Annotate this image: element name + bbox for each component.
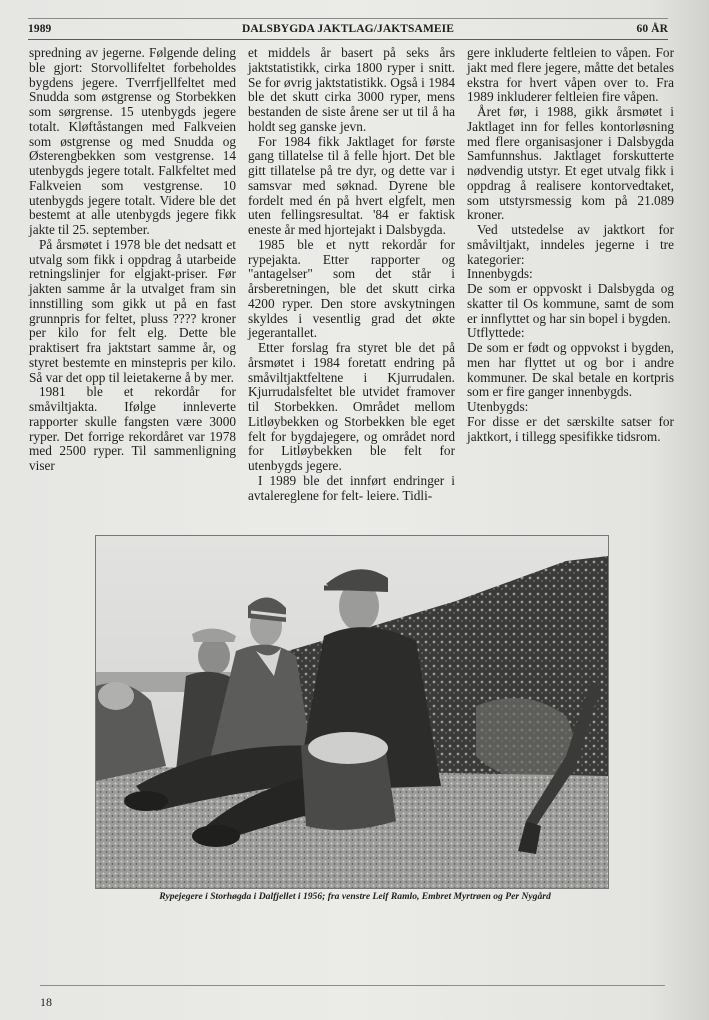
paragraph: Etter forslag fra styret ble det på årsmøtet i 1984 foretatt endring på småviltjaktfeltene i Kjurrudalen. Kjurrudalsfeltet ble utvidet framover til Storbekken. Området mellom Litløybekken og Storbekken ble eget felt for bygdajegere, og området nord for Litløybekken ble felt for utenbygds jegere. — [248, 340, 455, 473]
paragraph: Året før, i 1988, gikk årsmøtet i Jaktlaget inn for felles kontorløsning med flere organisasjoner i Dalsbygda Samfunnshus. Jaktlaget forskutterte nødvendig utstyr. Et eget utvalg fikk i oppdrag å realisere kontorvedtaket, som utstyrsmessig kom på 21.089 kroner. — [467, 104, 674, 223]
photo-caption: Rypejegere i Storhøgda i Dalfjellet i 1956; fra venstre Leif Ramlo, Embret Myrtrøen og Per Nygård — [159, 891, 551, 902]
article-body — [29, 46, 674, 503]
paragraph: gere inkluderte feltleien to våpen. For jakt med flere jegere, måtte det betales ekstra for hvert våpen over to. Fra 1989 inkluderer feltleien fire våpen. — [467, 45, 674, 105]
header-year: 1989 — [28, 23, 52, 35]
paragraph: Ved utstedelse av jaktkort for småviltjakt, inndeles jegerne i tre kategorier: — [467, 222, 674, 267]
running-header — [28, 18, 668, 40]
column-2 — [248, 46, 455, 503]
category-heading-utenbygds: Utenbygds: — [467, 399, 529, 414]
footer-divider — [40, 985, 665, 986]
paragraph: 1981 ble et rekordår for småviltjakta. Ifølge innleverte rapporter skulle fangsten være 3000 ryper. Det forrige rekordåret var 1978 med 2500 ryper. Til sammenligning viser — [29, 384, 236, 473]
page-number: 18 — [40, 995, 52, 1009]
header-anniversary: 60 ÅR — [636, 23, 668, 35]
paragraph: et middels år basert på seks års jaktstatistikk, cirka 1800 ryper i snitt. Se for øvrig jaktstatistikk. Også i 1984 ble det skutt cirka 3000 ryper, mens bestanden de siste årene ser ut til å ha holdt seg ganske jevn. — [248, 45, 455, 134]
paragraph: På årsmøtet i 1978 ble det nedsatt et utvalg som fikk i oppdrag å utarbeide retningslinjer for elgjakt-priser. Før jakten samme år la utvalget fram sin innstilling som gikk ut på en fast grunnpris for feltet, pluss ???? kroner per kilo for felt elg. Dette ble praktisert fra jaktstart samme år, og styret bestemte en minstepris per kilo. Så var det opp til leietakerne å by mer. — [29, 236, 236, 385]
paragraph: De som er oppvoskt i Dalsbygda og skatter til Os kommune, samt de som er innflyttet og har sin bopel i bygden. — [467, 281, 674, 326]
hunters-photograph — [95, 535, 609, 889]
paragraph: For disse er det særskilte satser for jaktkort, i tillegg spesifikke tidsrom. — [467, 413, 674, 444]
column-1 — [29, 46, 236, 503]
category-heading-innenbygds: Innenbygds: — [467, 266, 533, 282]
header-title: DALSBYGDA JAKTLAG/JAKTSAMEIE — [241, 23, 455, 35]
paragraph: For 1984 fikk Jaktlaget for første gang tillatelse til å felle hjort. Det ble gitt tillatelse på tre dyr, og dette var i samsvar med søknad. Dyrene ble fordelt med én på hvert elgfelt, men uten fellingsresultat. '84 er faktisk eneste år med hjortejakt i Dalsbygda. — [248, 133, 455, 237]
category-heading-utflyttede: Utflyttede: — [467, 325, 525, 341]
paragraph: I 1989 ble det innført endringer i avtalereglene for felt- leiere. Tidli- — [248, 472, 455, 503]
paragraph: 1985 ble et nytt rekordår for rypejakta. Etter rapporter og "antagelser" som det står i årsberetningen, ble det skutt cirka 4200 ryper. Den store avskytningen skyldes i vesentlig grad det økte jegerantallet. — [248, 236, 455, 341]
photo-illustration — [96, 536, 608, 888]
column-3 — [467, 46, 674, 503]
paragraph: spredning av jegerne. Følgende deling ble gjort: Storvollifeltet forbeholdes bygdens jegere. Tverrfjellfeltet med Snudda som østgrense og Storbekken som sørgrense. 15 utenbygds jegere totalt. Kløftåstangen med Falkveien som østgrense og med Snudda og Østerengbekken som vestgrense. 14 utenbygds jegere totalt. Falkfeltet med Falkveien som vestgrense. 10 utenbygds jegere totalt. Videre ble det bestemt at alle utenbygds jegere fikk jakte til 25. september. — [29, 45, 236, 237]
paragraph: De som er født og oppvokst i bygden, men har flyttet ut og bor i andre kommuner. De skal betale en kortpris som er fire ganger innenbygds. — [467, 340, 674, 400]
